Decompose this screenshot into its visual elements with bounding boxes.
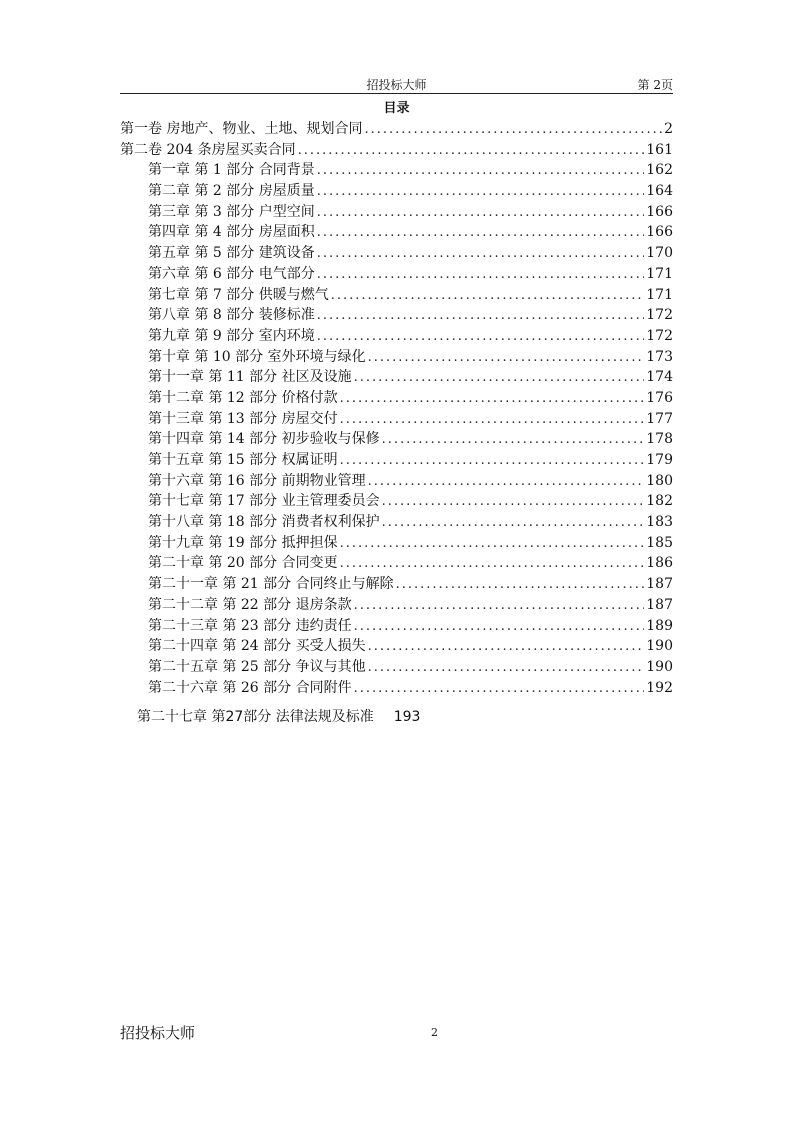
toc-entry-page: 162: [646, 162, 673, 179]
toc-entry-page: 190: [646, 658, 673, 675]
toc-entry-page: 171: [646, 265, 673, 282]
dot-leader: [298, 143, 645, 158]
toc-entry-page: 170: [646, 245, 673, 262]
toc-entry-page: 2: [664, 121, 673, 137]
toc-entry-page: 180: [646, 472, 673, 489]
toc-entry[interactable]: [120, 180, 673, 201]
toc-entry-page: 192: [646, 679, 673, 696]
toc-entry-label: 第十八章 第 18 部分 消费者权利保护: [148, 514, 380, 531]
dot-leader: [368, 350, 645, 365]
toc-entry[interactable]: [120, 366, 673, 387]
toc-entry[interactable]: [120, 159, 673, 180]
toc-entry-page: 166: [646, 203, 673, 220]
toc-entry-page: 173: [646, 348, 673, 365]
toc-entry-label: 第三章 第 3 部分 户型空间: [148, 203, 315, 220]
toc-entry[interactable]: [120, 615, 673, 636]
toc-entry[interactable]: [120, 449, 673, 470]
toc-entry[interactable]: [120, 325, 673, 346]
toc-entry-page: 171: [646, 286, 673, 303]
dot-leader: [368, 660, 645, 675]
dot-leader: [317, 267, 645, 282]
toc-entry-last[interactable]: [137, 706, 420, 726]
toc-entry-label: 第十七章 第 17 部分 业主管理委员会: [148, 493, 380, 510]
dot-leader: [382, 494, 645, 509]
table-of-contents: [120, 118, 673, 697]
toc-entry[interactable]: [120, 677, 673, 698]
toc-entry-label: 第十一章 第 11 部分 社区及设施: [148, 369, 352, 386]
toc-entry[interactable]: [120, 532, 673, 553]
toc-entry-label: 第二卷 204 条房屋买卖合同: [120, 141, 296, 158]
toc-entry-label: 第二十五章 第 25 部分 争议与其他: [148, 658, 366, 675]
dot-leader: [340, 391, 645, 406]
toc-entry-label: 第一章 第 1 部分 合同背景: [148, 162, 315, 179]
dot-leader: [364, 122, 662, 137]
dot-leader: [340, 556, 645, 571]
toc-entry[interactable]: [120, 635, 673, 656]
toc-entry[interactable]: [120, 221, 673, 242]
dot-leader: [317, 205, 645, 220]
toc-entry-label: 第十二章 第 12 部分 价格付款: [148, 389, 338, 406]
toc-entry-label: 第二十章 第 20 部分 合同变更: [148, 555, 338, 572]
toc-entry-label: 第二十一章 第 21 部分 合同终止与解除: [148, 576, 394, 593]
dot-leader: [396, 577, 645, 592]
toc-entry-page: 179: [646, 452, 673, 468]
toc-entry[interactable]: [120, 346, 673, 367]
toc-entry-label: 第五章 第 5 部分 建筑设备: [148, 245, 315, 262]
toc-entry-page: 187: [646, 576, 673, 593]
toc-entry[interactable]: [120, 263, 673, 284]
dot-leader: [340, 536, 645, 551]
toc-entry[interactable]: [120, 656, 673, 677]
toc-entry-page: 187: [646, 596, 673, 613]
toc-entry-page: 166: [646, 224, 673, 241]
header-page-number: 第 2页: [637, 78, 673, 92]
toc-entry-label: 第二章 第 2 部分 房屋质量: [148, 183, 315, 200]
dot-leader: [317, 163, 645, 178]
dot-leader: [354, 598, 645, 613]
dot-leader: [317, 246, 645, 261]
toc-entry-page: 161: [646, 141, 673, 158]
toc-entry-page: 172: [646, 327, 673, 344]
toc-entry[interactable]: [120, 118, 673, 139]
toc-entry-label: 第七章 第 7 部分 供暖与燃气: [148, 286, 329, 303]
toc-entry-label: 第十九章 第 19 部分 抵押担保: [148, 534, 338, 551]
toc-entry[interactable]: [120, 490, 673, 511]
toc-entry[interactable]: [120, 139, 673, 160]
toc-entry-label: 第二十四章 第 24 部分 买受人损失: [148, 638, 366, 655]
toc-entry-label: 第十五章 第 15 部分 权属证明: [148, 452, 338, 468]
toc-entry-label: 第二十二章 第 22 部分 退房条款: [148, 596, 352, 613]
toc-title: 目录: [383, 101, 410, 116]
toc-entry[interactable]: [120, 573, 673, 594]
toc-entry-page: 186: [646, 555, 673, 572]
toc-entry[interactable]: [120, 284, 673, 305]
toc-entry-label: 第二十三章 第 23 部分 违约责任: [148, 617, 352, 634]
toc-entry-label: 第一卷 房地产、物业、土地、规划合同: [120, 121, 363, 137]
dot-leader: [354, 370, 645, 385]
toc-entry[interactable]: [120, 201, 673, 222]
toc-entry-page: 190: [646, 638, 673, 655]
toc-entry-page: 172: [646, 307, 673, 324]
footer-page-number: 2: [431, 1026, 438, 1039]
toc-entry[interactable]: [120, 304, 673, 325]
dot-leader: [368, 474, 645, 489]
toc-entry[interactable]: [120, 511, 673, 532]
toc-entry-page: 174: [646, 369, 673, 386]
dot-leader: [317, 329, 645, 344]
dot-leader: [317, 308, 645, 323]
toc-entry-page: 185: [646, 534, 673, 551]
dot-leader: [317, 184, 645, 199]
header-title: 招投标大师: [366, 78, 427, 92]
dot-leader: [340, 412, 645, 427]
toc-entry-label: 第六章 第 6 部分 电气部分: [148, 265, 315, 282]
toc-entry[interactable]: [120, 242, 673, 263]
toc-entry-page: 183: [646, 514, 673, 531]
toc-entry-label: 第九章 第 9 部分 室内环境: [148, 327, 315, 344]
toc-entry-label: 第八章 第 8 部分 装修标准: [148, 307, 315, 324]
toc-entry-label: 第十六章 第 16 部分 前期物业管理: [148, 472, 366, 489]
toc-entry[interactable]: [120, 594, 673, 615]
toc-entry-page: 176: [646, 389, 673, 406]
toc-entry-label: 第十四章 第 14 部分 初步验收与保修: [148, 431, 380, 448]
dot-leader: [354, 681, 645, 696]
toc-entry-page: 182: [646, 493, 673, 510]
dot-leader: [354, 619, 645, 634]
dot-leader: [331, 288, 645, 303]
toc-entry[interactable]: [120, 470, 673, 491]
dot-leader: [368, 639, 645, 654]
page-header: [120, 76, 673, 94]
toc-entry-page: 193: [393, 709, 421, 725]
toc-entry-label: 第四章 第 4 部分 房屋面积: [148, 224, 315, 241]
toc-entry-page: 164: [646, 183, 673, 200]
toc-entry-label: 第十三章 第 13 部分 房屋交付: [148, 410, 338, 427]
dot-leader: [382, 515, 645, 530]
toc-entry[interactable]: [120, 552, 673, 573]
toc-entry-label: 第二十六章 第 26 部分 合同附件: [148, 679, 352, 696]
toc-entry-page: 189: [646, 617, 673, 634]
toc-entry-label: 第二十七章 第27部分 法律法规及标准: [137, 709, 374, 725]
toc-entry[interactable]: [120, 428, 673, 449]
toc-entry-label: 第十章 第 10 部分 室外环境与绿化: [148, 348, 366, 365]
dot-leader: [317, 225, 645, 240]
footer-brand: 招投标大师: [120, 1024, 196, 1042]
toc-entry-page: 177: [646, 410, 673, 427]
toc-entry[interactable]: [120, 387, 673, 408]
toc-entry[interactable]: [120, 408, 673, 429]
toc-entry-page: 178: [646, 431, 673, 448]
dot-leader: [382, 432, 645, 447]
dot-leader: [340, 453, 645, 468]
